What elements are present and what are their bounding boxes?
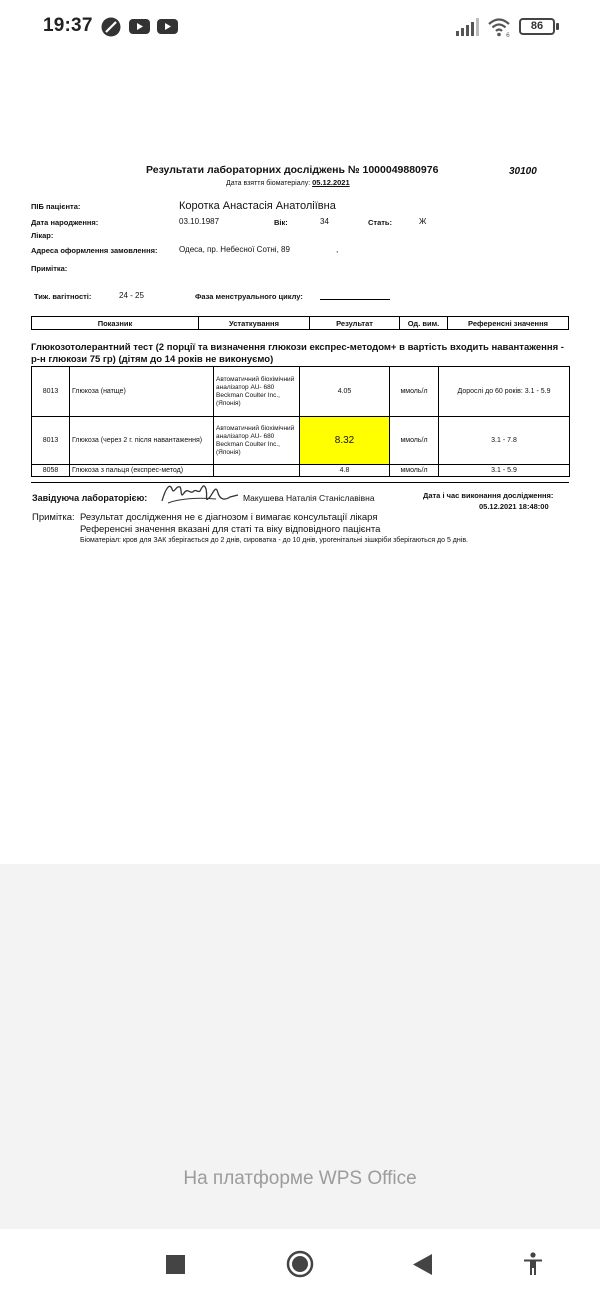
datetime-value: 05.12.2021 18:48:00 [479, 502, 549, 511]
row-code: 8058 [32, 465, 70, 477]
row-equipment: Автоматичний біохімічний аналізатор AU- 680 Beckman Coulter Inc., (Японія) [214, 367, 300, 417]
note-line-2: Референсні значення вказані для статі та віку відповідного пацієнта [80, 524, 381, 535]
platform-watermark: На платформе WPS Office [183, 1168, 417, 1189]
battery-level: 86 [530, 20, 544, 32]
divider [31, 482, 569, 483]
results-table [31, 366, 570, 477]
doctor-label: Лікар: [31, 231, 54, 240]
row-result: 4.8 [300, 465, 390, 477]
signature-image [158, 479, 240, 509]
battery-tip [556, 23, 559, 30]
signal-icon [455, 18, 479, 36]
pregnancy-label: Тиж. вагітності: [34, 292, 92, 301]
biomaterial-date-label: Дата взяття біоматеріалу: [226, 180, 311, 187]
patient-label: ПІБ пацієнта: [31, 202, 81, 211]
address-extra: , [336, 245, 339, 254]
biomaterial-date [226, 178, 350, 187]
address-value: Одеса, пр. Небесної Сотні, 89 [179, 245, 290, 254]
col-result: Результат [310, 317, 400, 330]
pregnancy-value: 24 - 25 [119, 291, 144, 300]
status-bar [0, 0, 600, 54]
note-line-3: Біоматеріал: кров для ЗАК зберігається до 2 днів, сироватка - до 10 днів, урогенітальні зішкріби зберігаються до 5 днів. [80, 537, 468, 544]
row-equipment: Автоматичний біохімічний аналізатор AU- 680 Beckman Coulter Inc., (Японія) [214, 417, 300, 465]
youtube-icon [157, 19, 178, 34]
table-row [32, 367, 570, 417]
age-value: 34 [320, 217, 329, 226]
recents-square-icon[interactable] [166, 1255, 185, 1274]
note-label: Примітка: [32, 512, 75, 523]
row-reference: 3.1 - 5.9 [439, 465, 570, 477]
table-row [32, 465, 570, 477]
col-equipment: Устаткування [199, 317, 310, 330]
address-label: Адреса оформлення замовлення: [31, 246, 158, 255]
biomaterial-date-value: 05.12.2021 [312, 178, 350, 187]
row-name: Глюкоза (натще) [70, 367, 214, 417]
app-notification-icon [101, 17, 121, 37]
age-label: Вік: [274, 218, 288, 227]
col-unit: Од. вим. [400, 317, 448, 330]
row-code: 8013 [32, 367, 70, 417]
remark-label: Примітка: [31, 264, 68, 273]
row-reference: Дорослі до 60 років: 3.1 - 5.9 [439, 367, 570, 417]
row-result: 4.05 [300, 367, 390, 417]
home-circle-icon[interactable] [286, 1250, 314, 1278]
section-title: Глюкозотолерантний тест (2 порції та визначення глюкози експрес-методом+ в вартість входить навантаження - р-н глюкози 75 гр) (дітям до 14 років не виконуємо) [31, 342, 564, 365]
row-equipment [214, 465, 300, 477]
col-indicator: Показник [32, 317, 199, 330]
birth-date: 03.10.1987 [179, 217, 220, 226]
sex-label: Стать: [368, 218, 393, 227]
row-name: Глюкоза (через 2 г. після навантаження) [70, 417, 214, 465]
clock: 19:37 [43, 15, 93, 36]
wifi-icon [487, 16, 513, 38]
accessibility-icon[interactable] [523, 1252, 543, 1276]
back-triangle-icon[interactable] [413, 1254, 432, 1275]
birth-label: Дата народження: [31, 218, 99, 227]
row-result-highlighted: 8.32 [300, 417, 390, 465]
col-reference: Референсні значення [448, 317, 569, 330]
row-reference: 3.1 - 7.8 [439, 417, 570, 465]
youtube-icon [129, 19, 150, 34]
svg-text:6: 6 [506, 32, 510, 38]
row-unit: ммоль/л [390, 417, 439, 465]
doc-code: 30100 [509, 166, 537, 177]
sex-value: Ж [419, 217, 427, 226]
head-name: Макушева Наталія Станіславівна [243, 493, 375, 503]
cycle-line [320, 299, 390, 300]
note-line-1: Результат дослідження не є діагнозом і вимагає консультації лікаря [80, 512, 378, 523]
cycle-label: Фаза менструального циклу: [195, 292, 303, 301]
datetime-label: Дата і час виконання дослідження: [423, 491, 554, 500]
head-label: Завідуюча лабораторією: [32, 493, 148, 503]
patient-name: Коротка Анастасія Анатоліївна [179, 200, 336, 212]
row-unit: ммоль/л [390, 465, 439, 477]
document-page[interactable] [0, 54, 600, 864]
table-row [32, 417, 570, 465]
columns-header [31, 316, 569, 330]
row-code: 8013 [32, 417, 70, 465]
navigation-bar [0, 1229, 600, 1299]
row-name: Глюкоза з пальця (експрес-метод) [70, 465, 214, 477]
battery-icon [519, 18, 555, 35]
doc-title: Результати лабораторних досліджень № 1000049880976 [146, 164, 439, 176]
row-unit: ммоль/л [390, 367, 439, 417]
